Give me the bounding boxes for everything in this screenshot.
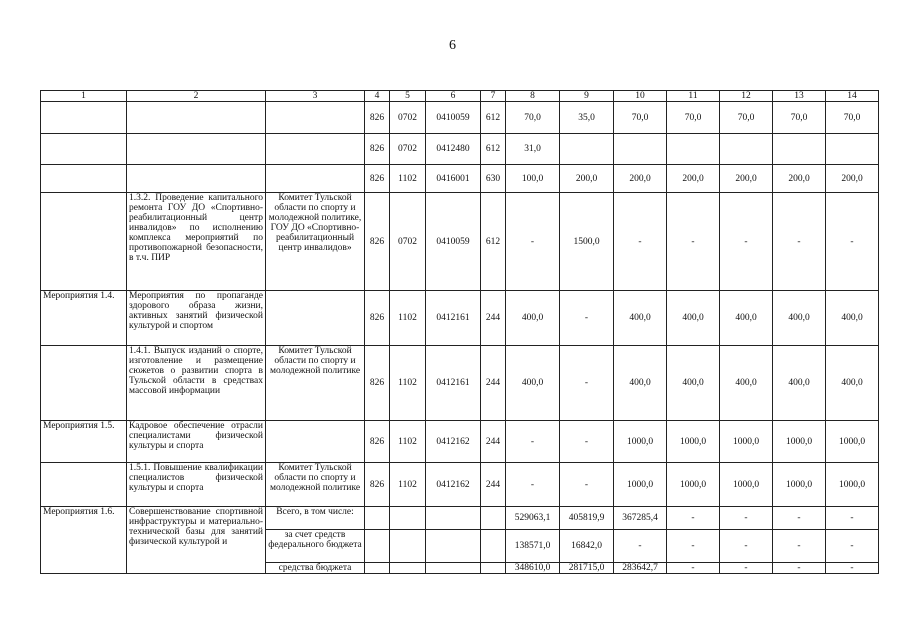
cell: 348610,0 xyxy=(506,563,560,574)
cell xyxy=(365,530,390,563)
cell: Комитет Тульской области по спорту и молодежной политике, ГОУ ДО «Спортивно-реабилитационный центр инвалидов» xyxy=(266,193,365,291)
cell xyxy=(41,346,127,421)
cell: Совершенствование спортивной инфраструктуры и материально-технической базы для занятий физической культурой и xyxy=(127,507,266,574)
cell: 244 xyxy=(481,421,506,463)
cell xyxy=(481,530,506,563)
cell: Комитет Тульской области по спорту и молодежной политике xyxy=(266,463,365,507)
cell: 0410059 xyxy=(426,193,481,291)
table-row xyxy=(41,346,879,421)
cell: 283642,7 xyxy=(614,563,667,574)
cell: 400,0 xyxy=(667,346,720,421)
table-row xyxy=(41,507,879,530)
cell xyxy=(773,134,826,165)
cell: 826 xyxy=(365,134,390,165)
cell xyxy=(481,563,506,574)
cell: Комитет Тульской области по спорту и молодежной политике xyxy=(266,346,365,421)
cell: 1102 xyxy=(390,463,426,507)
cell: 0410059 xyxy=(426,102,481,134)
cell: - xyxy=(614,530,667,563)
table-row xyxy=(41,193,879,291)
cell: Мероприятия 1.6. xyxy=(41,507,127,574)
header-col-12: 12 xyxy=(720,91,773,102)
cell xyxy=(720,134,773,165)
cell: 70,0 xyxy=(506,102,560,134)
header-col-6: 6 xyxy=(426,91,481,102)
cell: Мероприятия 1.5. xyxy=(41,421,127,463)
table-row xyxy=(41,134,879,165)
cell: 1000,0 xyxy=(614,421,667,463)
header-col-4: 4 xyxy=(365,91,390,102)
header-col-10: 10 xyxy=(614,91,667,102)
cell: 1000,0 xyxy=(667,421,720,463)
cell: - xyxy=(720,563,773,574)
budget-table xyxy=(40,90,879,574)
cell: 826 xyxy=(365,463,390,507)
cell: 200,0 xyxy=(720,165,773,193)
header-col-2: 2 xyxy=(127,91,266,102)
cell: 70,0 xyxy=(720,102,773,134)
cell: - xyxy=(560,463,614,507)
cell: 400,0 xyxy=(826,291,879,346)
cell: - xyxy=(560,291,614,346)
cell xyxy=(266,291,365,346)
cell: 1102 xyxy=(390,346,426,421)
cell: 400,0 xyxy=(773,291,826,346)
cell: 1000,0 xyxy=(614,463,667,507)
cell: 281715,0 xyxy=(560,563,614,574)
cell: - xyxy=(614,193,667,291)
cell: 200,0 xyxy=(614,165,667,193)
cell xyxy=(426,563,481,574)
header-row xyxy=(41,91,879,102)
cell: - xyxy=(560,346,614,421)
cell xyxy=(266,102,365,134)
cell xyxy=(426,507,481,530)
cell: 1.5.1. Повышение квалификации специалистов физической культуры и спорта xyxy=(127,463,266,507)
cell xyxy=(41,463,127,507)
cell xyxy=(41,102,127,134)
cell: - xyxy=(720,193,773,291)
cell xyxy=(667,134,720,165)
cell xyxy=(560,134,614,165)
cell: - xyxy=(667,530,720,563)
cell: 529063,1 xyxy=(506,507,560,530)
cell: 70,0 xyxy=(773,102,826,134)
cell: 826 xyxy=(365,421,390,463)
cell: 0412162 xyxy=(426,463,481,507)
cell: - xyxy=(826,507,879,530)
cell: 1000,0 xyxy=(667,463,720,507)
cell xyxy=(127,102,266,134)
cell xyxy=(826,134,879,165)
cell: 826 xyxy=(365,291,390,346)
cell: 1.4.1. Выпуск изданий о спорте, изготовление и размещение сюжетов о развитии спорта в Тульской области в средствах массовой информации xyxy=(127,346,266,421)
cell: 16842,0 xyxy=(560,530,614,563)
cell: - xyxy=(826,530,879,563)
cell: 367285,4 xyxy=(614,507,667,530)
cell: 244 xyxy=(481,346,506,421)
cell: 200,0 xyxy=(826,165,879,193)
cell xyxy=(266,421,365,463)
cell: 0412161 xyxy=(426,346,481,421)
cell: - xyxy=(773,507,826,530)
cell: 1000,0 xyxy=(720,421,773,463)
cell: 31,0 xyxy=(506,134,560,165)
cell xyxy=(481,507,506,530)
cell xyxy=(390,507,426,530)
cell: 0412162 xyxy=(426,421,481,463)
cell xyxy=(390,530,426,563)
cell: 0702 xyxy=(390,102,426,134)
cell: 0412161 xyxy=(426,291,481,346)
header-col-14: 14 xyxy=(826,91,879,102)
cell: 612 xyxy=(481,134,506,165)
cell: - xyxy=(560,421,614,463)
cell: 630 xyxy=(481,165,506,193)
cell: 100,0 xyxy=(506,165,560,193)
cell xyxy=(266,134,365,165)
header-col-3: 3 xyxy=(266,91,365,102)
header-col-1: 1 xyxy=(41,91,127,102)
cell: - xyxy=(826,563,879,574)
table-row xyxy=(41,165,879,193)
cell xyxy=(41,134,127,165)
cell: 826 xyxy=(365,165,390,193)
cell: 70,0 xyxy=(826,102,879,134)
cell: 244 xyxy=(481,463,506,507)
cell: 400,0 xyxy=(667,291,720,346)
cell: 826 xyxy=(365,193,390,291)
header-col-5: 5 xyxy=(390,91,426,102)
cell: 400,0 xyxy=(773,346,826,421)
cell xyxy=(365,507,390,530)
table-row xyxy=(41,102,879,134)
cell: Кадровое обеспечение отрасли специалистами физической культуры и спорта xyxy=(127,421,266,463)
cell: Мероприятия по пропаганде здорового образа жизни, активных занятий физической культурой и спортом xyxy=(127,291,266,346)
cell: 1102 xyxy=(390,165,426,193)
cell: 405819,9 xyxy=(560,507,614,530)
cell: 1000,0 xyxy=(720,463,773,507)
cell: средства бюджета xyxy=(266,563,365,574)
cell: 400,0 xyxy=(720,291,773,346)
header-col-9: 9 xyxy=(560,91,614,102)
cell: - xyxy=(667,563,720,574)
cell: 612 xyxy=(481,193,506,291)
cell: 35,0 xyxy=(560,102,614,134)
table-row xyxy=(41,291,879,346)
cell: 1102 xyxy=(390,421,426,463)
cell: - xyxy=(826,193,879,291)
header-col-7: 7 xyxy=(481,91,506,102)
cell: 200,0 xyxy=(560,165,614,193)
header-col-11: 11 xyxy=(667,91,720,102)
cell: 200,0 xyxy=(773,165,826,193)
cell: - xyxy=(506,421,560,463)
cell xyxy=(614,134,667,165)
cell: - xyxy=(506,463,560,507)
cell: - xyxy=(773,563,826,574)
cell: - xyxy=(506,193,560,291)
cell: Всего, в том числе: xyxy=(266,507,365,530)
cell: - xyxy=(720,530,773,563)
cell xyxy=(127,134,266,165)
cell: за счет средств федерального бюджета xyxy=(266,530,365,563)
cell: 0702 xyxy=(390,134,426,165)
table-row xyxy=(41,421,879,463)
cell: 612 xyxy=(481,102,506,134)
cell: - xyxy=(667,193,720,291)
cell: 826 xyxy=(365,102,390,134)
cell: 1500,0 xyxy=(560,193,614,291)
cell: 1000,0 xyxy=(773,421,826,463)
cell: 400,0 xyxy=(614,291,667,346)
cell: 1000,0 xyxy=(826,421,879,463)
cell: 138571,0 xyxy=(506,530,560,563)
header-col-8: 8 xyxy=(506,91,560,102)
cell: 400,0 xyxy=(720,346,773,421)
cell: Мероприятия 1.4. xyxy=(41,291,127,346)
cell: 1000,0 xyxy=(826,463,879,507)
cell: 400,0 xyxy=(506,346,560,421)
cell: 0702 xyxy=(390,193,426,291)
cell: 244 xyxy=(481,291,506,346)
cell: 826 xyxy=(365,346,390,421)
cell xyxy=(41,193,127,291)
cell xyxy=(426,530,481,563)
cell: 400,0 xyxy=(506,291,560,346)
cell: - xyxy=(667,507,720,530)
cell: 0416001 xyxy=(426,165,481,193)
cell: - xyxy=(720,507,773,530)
cell: 1102 xyxy=(390,291,426,346)
cell: 400,0 xyxy=(826,346,879,421)
cell xyxy=(390,563,426,574)
cell xyxy=(41,165,127,193)
cell: 400,0 xyxy=(614,346,667,421)
cell: 1.3.2. Проведение капитального ремонта ГОУ ДО «Спортивно-реабилитационный центр инвалидов» по исполнению комплекса мероприятий по противопожарной безопасности, в т.ч. ПИР xyxy=(127,193,266,291)
cell: - xyxy=(773,530,826,563)
cell: 70,0 xyxy=(614,102,667,134)
cell xyxy=(127,165,266,193)
cell: 0412480 xyxy=(426,134,481,165)
cell: 70,0 xyxy=(667,102,720,134)
cell xyxy=(266,165,365,193)
table-row xyxy=(41,463,879,507)
page-number: 6 xyxy=(449,38,456,53)
cell: 1000,0 xyxy=(773,463,826,507)
header-col-13: 13 xyxy=(773,91,826,102)
cell: - xyxy=(773,193,826,291)
cell: 200,0 xyxy=(667,165,720,193)
cell xyxy=(365,563,390,574)
